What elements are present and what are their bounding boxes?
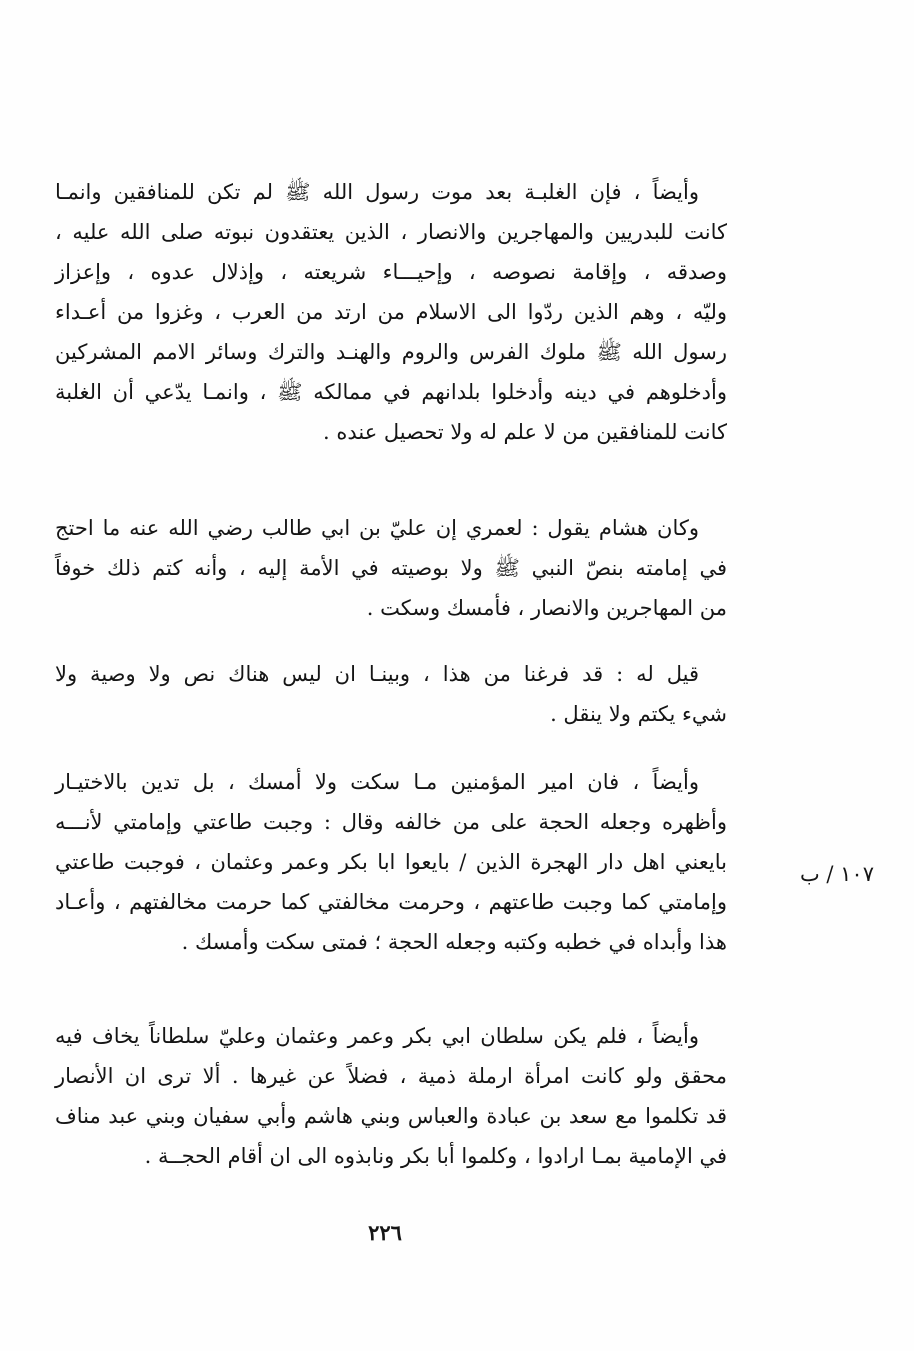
paragraph-line: شيء يكتم ولا ينقل . bbox=[550, 702, 727, 726]
paragraph-line: من المهاجرين والانصار ، فأمسك وسكت . bbox=[366, 596, 727, 620]
paragraph-line: وأيضاً ، فإن الغلبـة بعد موت رسول الله ﷺ لم تكن للمنافقين وانمـا bbox=[55, 180, 699, 204]
paragraph-line: في إمامته بنصّ النبي ﷺ ولا بوصيته في الأمة إليه ، وأنه كتم ذلك خوفاً bbox=[55, 556, 727, 580]
paragraph-line: وإمامتي كما وجبت طاعتهم ، وحرمت مخالفتي كما حرمت مخالفتهم ، وأعـاد bbox=[55, 890, 727, 914]
paragraph-2 bbox=[55, 508, 727, 628]
paragraph-1 bbox=[55, 172, 727, 452]
paragraph-line: وأظهره وجعله الحجة على من خالفه وقال : وجبت طاعتي وإمامتي لأنـــه bbox=[55, 810, 727, 834]
paragraph-line: كانت للمنافقين من لا علم له ولا تحصيل عنده . bbox=[322, 420, 727, 444]
paragraph-line: بايعني اهل دار الهجرة الذين / بايعوا ابا بكر وعمر وعثمان ، فوجبت طاعتي bbox=[55, 850, 727, 874]
paragraph-line: قد تكلموا مع سعد بن عبادة والعباس وبني هاشم وأبي سفيان وبني عبد مناف bbox=[55, 1104, 727, 1128]
paragraph-line: وأيضاً ، فان امير المؤمنين مـا سكت ولا أمسك ، بل تدين بالاختيـار bbox=[55, 770, 699, 794]
paragraph-line: هذا وأبداه في خطبه وكتبه وجعله الحجة ؛ فمتى سكت وأمسك . bbox=[181, 930, 727, 954]
page-number: ٢٢٦ bbox=[368, 1220, 402, 1245]
paragraph-line: وأدخلوهم في دينه وأدخلوا بلدانهم في ممالكه ﷺ ، وانمـا يدّعي أن الغلبة bbox=[55, 380, 727, 404]
paragraph-line: وليّه ، وهم الذين ردّوا الى الاسلام من ارتد من العرب ، وغزوا من أعـداء bbox=[55, 300, 727, 324]
paragraph-line: محقق ولو كانت امرأة ارملة ذمية ، فضلاً عن غيرها . ألا ترى ان الأنصار bbox=[55, 1064, 727, 1088]
paragraph-line: رسول الله ﷺ ملوك الفرس والروم والهنـد والترك وسائر الامم المشركين bbox=[55, 340, 727, 364]
paragraph-4 bbox=[55, 762, 727, 962]
paragraph-line: وأيضاً ، فلم يكن سلطان ابي بكر وعمر وعثمان وعليّ سلطاناً يخاف فيه bbox=[55, 1024, 699, 1048]
paragraph-line: في الإمامية بمـا ارادوا ، وكلموا أبا بكر ونابذوه الى ان أقام الحجــة . bbox=[144, 1144, 727, 1168]
paragraph-line: قيل له : قد فرغنا من هذا ، وبينـا ان ليس هناك نص ولا وصية ولا bbox=[55, 662, 699, 686]
paragraph-line: وكان هشام يقول : لعمري إن عليّ بن ابي طالب رضي الله عنه ما احتج bbox=[55, 516, 699, 540]
manuscript-folio-note: ١٠٧ / ب bbox=[799, 862, 874, 886]
paragraph-5 bbox=[55, 1016, 727, 1176]
paragraph-3 bbox=[55, 654, 727, 734]
paragraph-line: كانت للبدريين والمهاجرين والانصار ، الذين يعتقدون نبوته صلى الله عليه ، bbox=[55, 220, 727, 244]
paragraph-line: وصدقه ، وإقامة نصوصه ، وإحيـــاء شريعته ، وإذلال عدوه ، وإعزاز bbox=[55, 260, 727, 284]
